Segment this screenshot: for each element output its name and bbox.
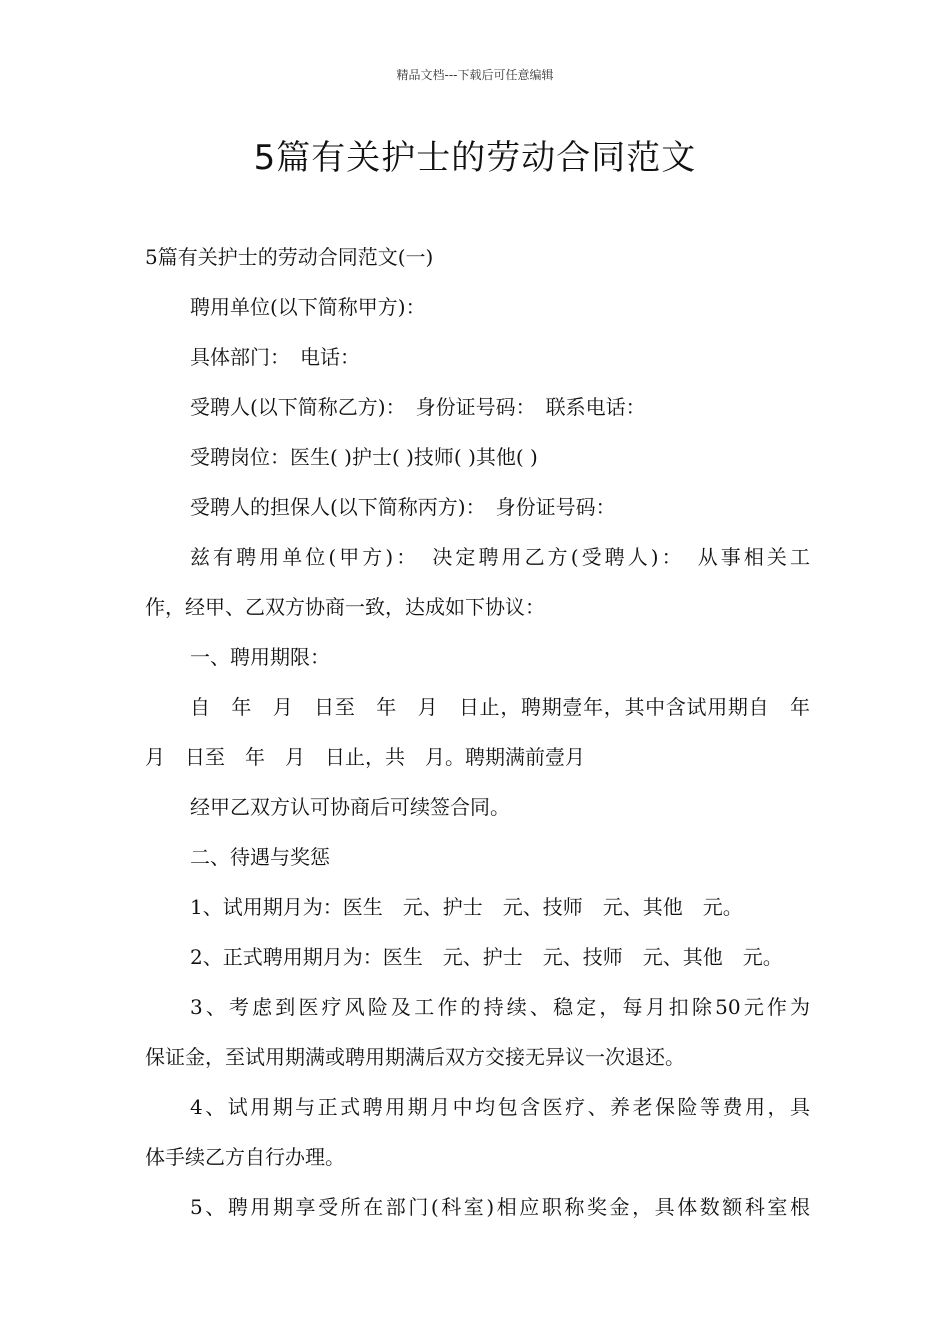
body-line: 一、聘用期限： <box>190 645 330 669</box>
body-line: 聘用单位(以下简称甲方)： <box>190 295 426 319</box>
body-line: 具体部门： 电话： <box>190 345 360 369</box>
body-line: 受聘人的担保人(以下简称丙方)： 身份证号码： <box>190 495 616 519</box>
body-line: 5篇有关护士的劳动合同范文(一) <box>145 245 434 269</box>
body-line: 自 年 月 日至 年 月 日止，聘期壹年，其中含试用期自 年 <box>190 695 810 719</box>
page-header-note: 精品文档---下载后可任意编辑 <box>396 68 554 82</box>
body-line: 5、聘用期享受所在部门(科室)相应职称奖金，具体数额科室根 <box>190 1195 810 1219</box>
body-line: 受聘岗位：医生( )护士( )技师( )其他( ) <box>190 445 538 469</box>
body-line: 作，经甲、乙双方协商一致，达成如下协议： <box>145 595 545 619</box>
body-line: 兹有聘用单位(甲方)： 决定聘用乙方(受聘人)： 从事相关工 <box>190 545 810 569</box>
body-line: 二、待遇与奖惩 <box>190 845 330 869</box>
document-body <box>145 232 810 1232</box>
body-line: 经甲乙双方认可协商后可续签合同。 <box>190 795 510 819</box>
body-line: 3、考虑到医疗风险及工作的持续、稳定，每月扣除50元作为 <box>190 995 810 1019</box>
body-line: 受聘人(以下简称乙方)： 身份证号码： 联系电话： <box>190 395 646 419</box>
body-line: 保证金，至试用期满或聘用期满后双方交接无异议一次退还。 <box>145 1045 685 1069</box>
body-line: 4、试用期与正式聘用期月中均包含医疗、养老保险等费用，具 <box>190 1095 810 1119</box>
document-title: 5篇有关护士的劳动合同范文 <box>253 138 697 178</box>
body-line: 月 日至 年 月 日止，共 月。聘期满前壹月 <box>145 745 585 769</box>
body-line: 1、试用期月为：医生 元、护士 元、技师 元、其他 元。 <box>190 895 743 919</box>
body-line: 体手续乙方自行办理。 <box>145 1145 345 1169</box>
body-line: 2、正式聘用期月为：医生 元、护士 元、技师 元、其他 元。 <box>190 945 783 969</box>
